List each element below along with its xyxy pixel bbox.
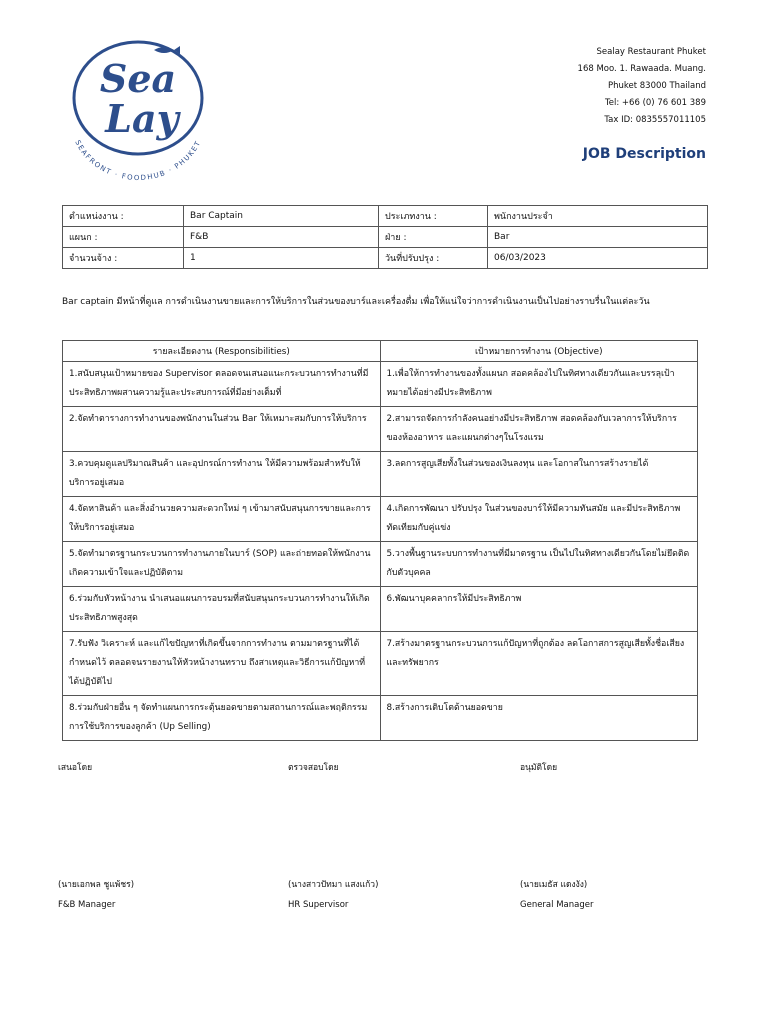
value-job-type: พนักงานประจำ (488, 206, 708, 227)
responsibility-cell: 2.จัดทำตารางการทำงานของพนักงานในส่วน Bar ให้เหมาะสมกับการให้บริการ (63, 407, 381, 452)
table-row (63, 407, 698, 452)
signature-label-proposed: เสนอโดย (58, 763, 93, 773)
logo-ring-text: SEAFRONT · FOODHUB · PHUKET (73, 138, 203, 183)
objective-cell: 3.ลดการสูญเสียทั้งในส่วนของเงินลงทุน และโอกาสในการสร้างรายได้ (380, 452, 698, 497)
label-division: ฝ่าย : (379, 227, 488, 248)
signer-position-fb-manager: F&B Manager (58, 900, 116, 910)
table-row (63, 632, 698, 696)
label-job-type: ประเภทงาน : (379, 206, 488, 227)
responsibility-cell: 1.สนับสนุนเป้าหมายของ Supervisor ตลอดจนเสนอแนะกระบวนการทำงานที่มีประสิทธิภาพผสานความรู้และประสบการณ์ที่มีอย่างเต็มที่ (63, 362, 381, 407)
company-tax-id: Tax ID: 0835557011105 (604, 115, 706, 125)
job-summary: Bar captain มีหน้าที่ดูแล การดำเนินงานขายและการให้บริการในส่วนของบาร์และเครื่องดื่ม เพื่อให้แน่ใจว่าการดำเนินงานเป็นไปอย่างราบรื่นในแต่ละวัน (62, 297, 650, 307)
table-row (63, 696, 698, 741)
label-department: แผนก : (63, 227, 184, 248)
objective-cell: 2.สามารถจัดการกำลังคนอย่างมีประสิทธิภาพ สอดคล้องกับเวลาการให้บริการของห้องอาหาร และแผนกต่างๆในโรงแรม (380, 407, 698, 452)
responsibility-cell: 3.ควบคุมดูแลปริมาณสินค้า และอุปกรณ์การทำงาน ให้มีความพร้อมสำหรับให้บริการอยู่เสมอ (63, 452, 381, 497)
objective-cell: 5.วางพื้นฐานระบบการทำงานที่มีมาตรฐาน เป็นไปในทิศทางเดียวกันโดยไม่ยึดติดกับตัวบุคคล (380, 542, 698, 587)
value-division: Bar (488, 227, 708, 248)
objective-cell: 6.พัฒนาบุคคลากรให้มีประสิทธิภาพ (380, 587, 698, 632)
signer-name-hr-supervisor: (นางสาวปัทมา แสงแก้ว) (288, 880, 379, 890)
company-street: 168 Moo. 1. Rawaada. Muang. (577, 64, 706, 74)
table-row (63, 452, 698, 497)
responsibility-cell: 5.จัดทำมาตรฐานกระบวนการทำงานภายในบาร์ (SOP) และถ่ายทอดให้พนักงานเกิดความเข้าใจและปฏิบัติตาม (63, 542, 381, 587)
document-title: JOB Description (582, 146, 706, 162)
job-info-table (62, 205, 708, 269)
header-responsibilities: รายละเอียดงาน (Responsibilities) (63, 341, 381, 362)
signature-label-reviewed: ตรวจสอบโดย (288, 763, 339, 773)
company-phone: Tel: +66 (0) 76 601 389 (605, 98, 706, 108)
logo-text-lay: Lay (105, 96, 179, 141)
table-row (63, 542, 698, 587)
value-position: Bar Captain (184, 206, 379, 227)
responsibilities-table (62, 340, 698, 741)
company-name: Sealay Restaurant Phuket (596, 47, 706, 57)
objective-cell: 1.เพื่อให้การทำงานของทั้งแผนก สอดคล้องไปในทิศทางเดียวกันและบรรลุเป้าหมายได้อย่างมีประสิทธิภาพ (380, 362, 698, 407)
table-row (63, 227, 708, 248)
table-row (63, 206, 708, 227)
signer-name-general-manager: (นายเมธัส แดงงัง) (520, 880, 588, 890)
label-headcount: จำนวนจ้าง : (63, 248, 184, 269)
value-headcount: 1 (184, 248, 379, 269)
objective-cell: 7.สร้างมาตรฐานกระบวนการแก้ปัญหาที่ถูกต้อง ลดโอกาสการสูญเสียทั้งชื่อเสียงและทรัพยากร (380, 632, 698, 696)
table-row (63, 362, 698, 407)
objective-cell: 8.สร้างการเติบโตด้านยอดขาย (380, 696, 698, 741)
signer-position-hr-supervisor: HR Supervisor (288, 900, 349, 910)
responsibility-cell: 8.ร่วมกับฝ่ายอื่น ๆ จัดทำแผนการกระตุ้นยอดขายตามสถานการณ์และพฤติกรรมการใช้บริการของลูกค้า (Up Selling) (63, 696, 381, 741)
signer-name-fb-manager: (นายเอกพล ชูแพ้ชร) (58, 880, 135, 890)
value-updated-date: 06/03/2023 (488, 248, 708, 269)
header-objective: เป้าหมายการทำงาน (Objective) (380, 341, 698, 362)
table-header-row (63, 341, 698, 362)
responsibility-cell: 6.ร่วมกับหัวหน้างาน นำเสนอแผนการอบรมที่สนับสนุนกระบวนการทำงานให้เกิดประสิทธิภาพสูงสุด (63, 587, 381, 632)
label-updated-date: วันที่ปรับปรุง : (379, 248, 488, 269)
table-row (63, 587, 698, 632)
company-city: Phuket 83000 Thailand (607, 81, 706, 91)
value-department: F&B (184, 227, 379, 248)
signature-label-approved: อนุมัติโดย (520, 763, 558, 773)
table-row (63, 497, 698, 542)
table-row (63, 248, 708, 269)
responsibility-cell: 7.รับฟัง วิเคราะห์ และแก้ไขปัญหาที่เกิดขึ้นจากการทำงาน ตามมาตรฐานที่ได้กำหนดไว้ ตลอดจนรายงานให้หัวหน้างานทราบ ถึงสาเหตุและวิธีการแก้ปัญหาที่ได้ปฏิบัติไป (63, 632, 381, 696)
logo-text-sea: Sea (99, 56, 177, 101)
company-address (578, 44, 706, 129)
signer-position-general-manager: General Manager (520, 900, 594, 910)
label-position: ตำแหน่งงาน : (63, 206, 184, 227)
sealay-logo (58, 36, 218, 186)
responsibility-cell: 4.จัดหาสินค้า และสิ่งอำนวยความสะดวกใหม่ ๆ เข้ามาสนับสนุนการขายและการให้บริการอยู่เสมอ (63, 497, 381, 542)
objective-cell: 4.เกิดการพัฒนา ปรับปรุง ในส่วนของบาร์ให้มีความทันสมัย และมีประสิทธิภาพทัดเทียมกับคู่แข่ง (380, 497, 698, 542)
